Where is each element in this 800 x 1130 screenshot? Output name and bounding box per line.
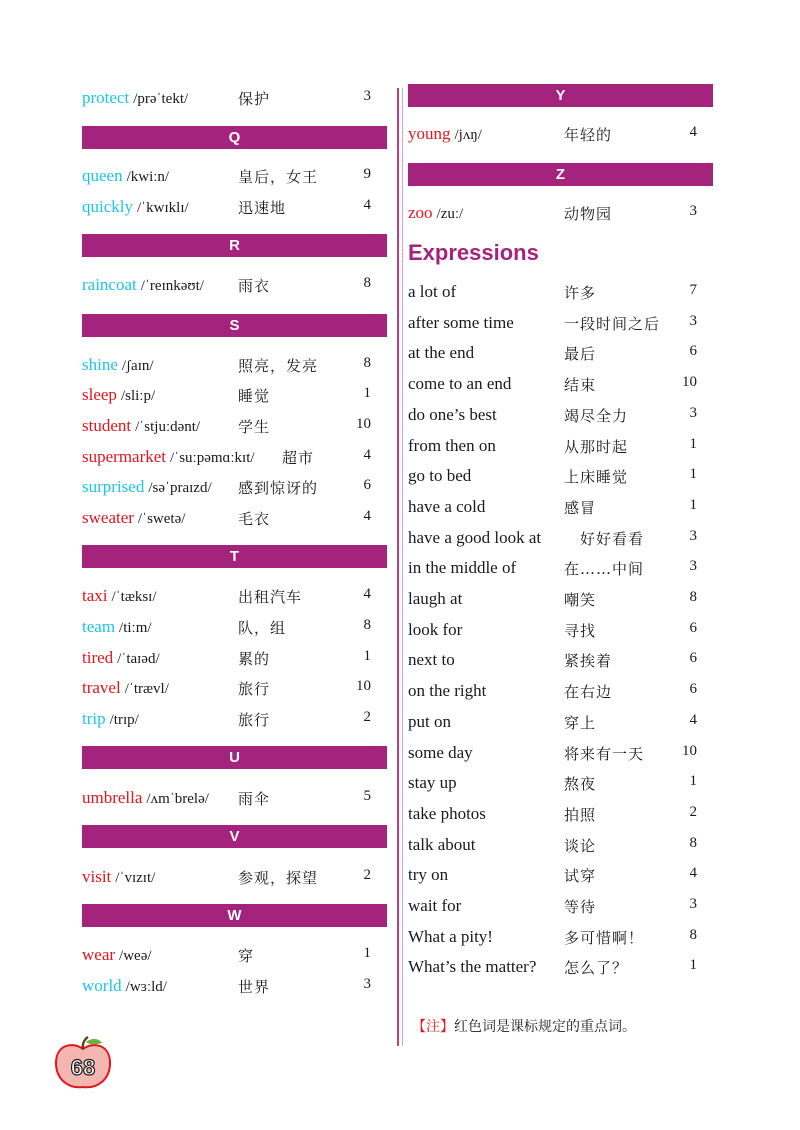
vocab-entry: [82, 275, 387, 301]
expression-entry: [408, 835, 713, 861]
entry-word: taxi: [82, 586, 108, 605]
expression-unit: 2: [689, 803, 697, 820]
entry-word: visit: [82, 867, 112, 886]
vocab-entry: [82, 385, 387, 411]
vocab-entry: [82, 355, 387, 381]
expression-unit: 6: [689, 343, 697, 360]
expression-entry: [408, 436, 713, 462]
expression-entry: [408, 896, 713, 922]
expression-unit: 3: [689, 558, 697, 575]
entry-word: queen: [82, 166, 123, 185]
entry-phonetic: /kwiːn/: [126, 169, 170, 185]
entry-chinese: 队，组: [238, 619, 287, 637]
expression-entry: [408, 466, 713, 492]
column-divider-thin: [402, 88, 403, 1046]
entry-unit: 1: [363, 945, 371, 961]
entry-head: [82, 678, 169, 698]
expression-entry: [408, 558, 713, 584]
expression-phrase: have a good look at: [408, 527, 542, 547]
expression-chinese: 感冒: [564, 498, 597, 517]
entry-head: [82, 508, 185, 528]
apple-leaf-icon: [86, 1039, 102, 1044]
section-header-s: S: [82, 314, 387, 337]
expression-unit: 8: [689, 834, 697, 851]
expression-unit: 3: [689, 527, 697, 544]
vocab-entry: [82, 678, 387, 704]
entry-head: [82, 416, 200, 436]
entry-phonetic: /ˈvɪzɪt/: [115, 870, 156, 886]
entry-word: tired: [82, 648, 114, 667]
entry-chinese: 旅行: [238, 680, 271, 698]
vocab-entry: [82, 586, 387, 612]
expression-unit: 8: [689, 589, 697, 605]
entry-unit: 4: [363, 508, 371, 524]
entry-chinese: 皇后，女王: [238, 168, 319, 186]
vocab-entry: [82, 617, 387, 643]
expression-phrase: have a cold: [408, 496, 486, 516]
entry-head: [82, 867, 155, 887]
expression-chinese: 结束: [564, 376, 597, 395]
entry-unit: 10: [356, 678, 371, 694]
section-header-q: Q: [82, 126, 387, 149]
entry-chinese: 照亮，发亮: [238, 357, 319, 375]
expression-phrase: in the middle of: [408, 558, 517, 578]
section-header-z: Z: [408, 163, 713, 186]
expression-unit: 10: [682, 374, 697, 391]
entry-chinese: 迅速地: [238, 199, 287, 217]
expression-unit: 1: [689, 466, 697, 483]
vocab-entry: [82, 416, 387, 442]
section-header-v: V: [82, 825, 387, 848]
expression-phrase: from then on: [408, 435, 496, 455]
expression-phrase: go to bed: [408, 466, 472, 486]
expression-phrase: come to an end: [408, 374, 512, 394]
entry-phonetic: /ˈtæksɪ/: [111, 589, 157, 605]
expression-phrase: laugh at: [408, 589, 463, 608]
entry-word: student: [82, 416, 132, 435]
vocab-entry: [82, 477, 387, 503]
expression-phrase: put on: [408, 711, 451, 731]
expression-chinese: 紧挨着: [564, 652, 613, 671]
page-number-apple: [52, 1035, 114, 1091]
expression-entry: [408, 589, 713, 615]
expression-phrase: talk about: [408, 834, 476, 854]
entry-unit: 8: [363, 617, 371, 633]
entry-phonetic: /ʌmˈbrelə/: [146, 791, 209, 807]
entry-phonetic: /ˈreɪnkəʊt/: [140, 278, 204, 294]
note-text: 红色词是课标规定的重点词。: [454, 1019, 636, 1035]
expression-phrase: next to: [408, 650, 455, 670]
expression-entry: [408, 804, 713, 830]
expression-chinese: 竭尽全力: [564, 406, 629, 425]
expression-unit: 3: [689, 404, 697, 421]
section-header-u: U: [82, 746, 387, 769]
expression-chinese: 拍照: [564, 805, 597, 824]
entry-head: [82, 945, 152, 965]
expression-entry: [408, 773, 713, 799]
expression-phrase: some day: [408, 742, 473, 762]
entry-chinese: 参观，探望: [238, 869, 319, 887]
entry-head: [82, 447, 255, 467]
entry-word: supermarket: [82, 447, 167, 466]
entry-word: raincoat: [82, 275, 137, 294]
entry-chinese: 雨衣: [238, 277, 271, 295]
entry-phonetic: /sliːp/: [120, 388, 156, 404]
entry-head: [82, 275, 204, 295]
expression-unit: 1: [689, 957, 697, 974]
expression-phrase: take photos: [408, 803, 486, 823]
entry-unit: 1: [363, 385, 371, 401]
entry-unit: 4: [689, 124, 697, 140]
section-header-t: T: [82, 545, 387, 568]
expression-entry: [408, 528, 713, 554]
entry-phonetic: /weə/: [119, 948, 152, 964]
vocab-entry: [82, 709, 387, 735]
expression-phrase: do one’s best: [408, 404, 497, 424]
entry-word: shine: [82, 355, 118, 374]
entry-chinese: 保护: [238, 90, 271, 108]
expression-chinese: 等待: [564, 898, 597, 916]
vocab-entry: [408, 203, 713, 229]
expression-chinese: 熬夜: [564, 775, 597, 794]
vocab-entry: [82, 447, 387, 473]
entry-word: trip: [82, 709, 106, 728]
expression-unit: 4: [689, 711, 697, 728]
entry-chinese: 动物园: [564, 205, 613, 223]
expression-entry: [408, 620, 713, 646]
entry-phonetic: /jʌŋ/: [454, 127, 482, 143]
entry-head: [82, 648, 160, 668]
expression-chinese: 将来有一天: [564, 744, 645, 763]
expression-unit: 1: [689, 496, 697, 513]
entry-head: [408, 124, 482, 144]
expression-chinese: 在……中间: [564, 560, 645, 579]
expression-entry: [408, 957, 713, 983]
entry-unit: 8: [363, 275, 371, 291]
entry-phonetic: /tiːm/: [119, 620, 152, 636]
entry-unit: 1: [363, 648, 371, 664]
expression-chinese: 好好看看: [580, 529, 645, 548]
entry-chinese: 年轻的: [564, 126, 613, 144]
entry-word: wear: [82, 945, 116, 964]
entry-unit: 5: [363, 788, 371, 804]
entry-phonetic: /prəˈtekt/: [133, 91, 189, 107]
entry-head: [82, 355, 154, 375]
expression-phrase: wait for: [408, 896, 462, 915]
column-divider: [397, 88, 399, 1046]
expression-entry: [408, 282, 713, 308]
entry-head: [82, 586, 157, 606]
expression-phrase: What a pity!: [408, 926, 493, 946]
entry-head: [82, 788, 209, 808]
entry-word: quickly: [82, 197, 133, 216]
footnote: [412, 1016, 636, 1036]
entry-unit: 6: [363, 477, 371, 493]
entry-head: [82, 976, 167, 996]
expression-unit: 3: [689, 896, 697, 912]
expression-phrase: at the end: [408, 343, 475, 363]
entry-word: umbrella: [82, 788, 143, 807]
expression-entry: [408, 313, 713, 339]
expression-unit: 6: [689, 650, 697, 667]
entry-head: [82, 477, 212, 497]
vocab-entry: [82, 945, 387, 971]
vocab-entry: [82, 197, 387, 223]
expression-unit: 6: [689, 619, 697, 636]
expression-chinese: 穿上: [564, 713, 597, 732]
entry-word: world: [82, 976, 122, 995]
entry-unit: 3: [689, 203, 697, 219]
expression-entry: [408, 650, 713, 676]
entry-chinese: 感到惊讶的: [238, 479, 319, 497]
entry-phonetic: /ˈkwɪklɪ/: [137, 200, 189, 216]
expression-unit: 8: [689, 926, 697, 943]
entry-phonetic: /ˈsuːpəmɑːkɪt/: [170, 450, 255, 466]
entry-phonetic: /zuː/: [436, 206, 464, 222]
entry-unit: 10: [356, 416, 371, 432]
expression-chinese: 试穿: [564, 867, 597, 886]
entry-head: [82, 88, 188, 108]
entry-head: [82, 709, 139, 729]
entry-chinese: 毛衣: [238, 510, 271, 528]
expression-chinese: 许多: [564, 284, 597, 302]
entry-head: [82, 166, 169, 186]
expression-entry: [408, 681, 713, 707]
entry-chinese: 世界: [238, 978, 271, 996]
entry-unit: 4: [363, 586, 371, 602]
entry-unit: 2: [363, 867, 371, 883]
expression-entry: [408, 374, 713, 400]
expression-entry: [408, 865, 713, 891]
expressions-heading: Expressions: [408, 240, 539, 265]
entry-chinese: 旅行: [238, 711, 271, 729]
entry-phonetic: /ˈswetə/: [137, 511, 186, 527]
entry-word: team: [82, 617, 116, 636]
expression-unit: 1: [689, 435, 697, 452]
expression-entry: [408, 343, 713, 369]
entry-unit: 4: [363, 197, 371, 213]
entry-chinese: 超市: [282, 449, 315, 467]
expression-unit: 3: [689, 312, 697, 329]
expression-unit: 1: [689, 773, 697, 790]
entry-phonetic: /wɜːld/: [125, 979, 167, 995]
entry-unit: 2: [363, 709, 371, 725]
entry-word: surprised: [82, 477, 145, 496]
vocab-entry: [82, 976, 387, 1002]
entry-phonetic: /trɪp/: [109, 712, 139, 728]
section-header-w: W: [82, 904, 387, 927]
expression-chinese: 多可惜啊！: [564, 928, 645, 947]
expression-chinese: 谈论: [564, 836, 597, 855]
entry-word: young: [408, 124, 451, 143]
note-label: 【注】: [412, 1019, 454, 1035]
expression-chinese: 最后: [564, 345, 597, 364]
page-number: 68: [70, 1055, 96, 1080]
entry-head: [82, 385, 155, 405]
entry-unit: 9: [363, 166, 371, 182]
section-header-y: Y: [408, 84, 713, 107]
expression-chinese: 寻找: [564, 621, 597, 640]
entry-phonetic: /ˈstjuːdənt/: [135, 419, 201, 435]
entry-chinese: 累的: [238, 650, 271, 668]
vocab-entry: [82, 788, 387, 814]
expression-chinese: 在右边: [564, 683, 613, 702]
expression-chinese: 一段时间之后: [564, 314, 661, 333]
entry-head: [408, 203, 463, 223]
entry-chinese: 睡觉: [238, 387, 271, 405]
expression-chinese: 怎么了？: [564, 959, 629, 978]
entry-unit: 3: [363, 976, 371, 992]
entry-chinese: 学生: [238, 418, 271, 436]
entry-chinese: 出租汽车: [238, 588, 303, 606]
entry-phonetic: /ˈtaɪəd/: [117, 651, 160, 667]
vocab-entry: [82, 508, 387, 534]
expression-unit: 7: [689, 282, 697, 298]
expression-chinese: 嘲笑: [564, 591, 597, 609]
expression-phrase: a lot of: [408, 282, 457, 301]
entry-word: protect: [82, 88, 130, 107]
entry-head: [82, 197, 189, 217]
entry-word: zoo: [408, 203, 433, 222]
entry-unit: 8: [363, 355, 371, 371]
entry-unit: 3: [363, 88, 371, 104]
vocab-entry: [82, 88, 387, 114]
expression-entry: [408, 712, 713, 738]
entry-word: sweater: [82, 508, 134, 527]
expression-unit: 6: [689, 681, 697, 698]
entry-phonetic: /ˈtrævl/: [124, 681, 169, 697]
expression-phrase: stay up: [408, 773, 457, 793]
expression-phrase: after some time: [408, 312, 514, 332]
expression-unit: 10: [682, 742, 697, 759]
expression-entry: [408, 405, 713, 431]
expression-phrase: try on: [408, 865, 449, 885]
expression-chinese: 上床睡觉: [564, 468, 629, 487]
expression-entry: [408, 743, 713, 769]
entry-unit: 4: [363, 447, 371, 463]
vocab-entry: [82, 166, 387, 192]
entry-chinese: 雨伞: [238, 790, 271, 808]
section-header-r: R: [82, 234, 387, 257]
vocab-entry: [82, 648, 387, 674]
entry-word: sleep: [82, 385, 117, 404]
vocab-entry: [82, 867, 387, 893]
expression-unit: 4: [689, 865, 697, 882]
vocab-entry: [408, 124, 713, 150]
entry-phonetic: /səˈpraɪzd/: [148, 480, 212, 496]
entry-phonetic: /ʃaɪn/: [121, 358, 154, 374]
entry-word: travel: [82, 678, 121, 697]
expression-chinese: 从那时起: [564, 437, 629, 456]
entry-chinese: 穿: [238, 947, 255, 965]
expression-entry: [408, 497, 713, 523]
expression-phrase: What’s the matter?: [408, 957, 537, 977]
expression-entry: [408, 927, 713, 953]
expression-phrase: look for: [408, 619, 463, 639]
entry-head: [82, 617, 152, 637]
expression-phrase: on the right: [408, 681, 487, 701]
